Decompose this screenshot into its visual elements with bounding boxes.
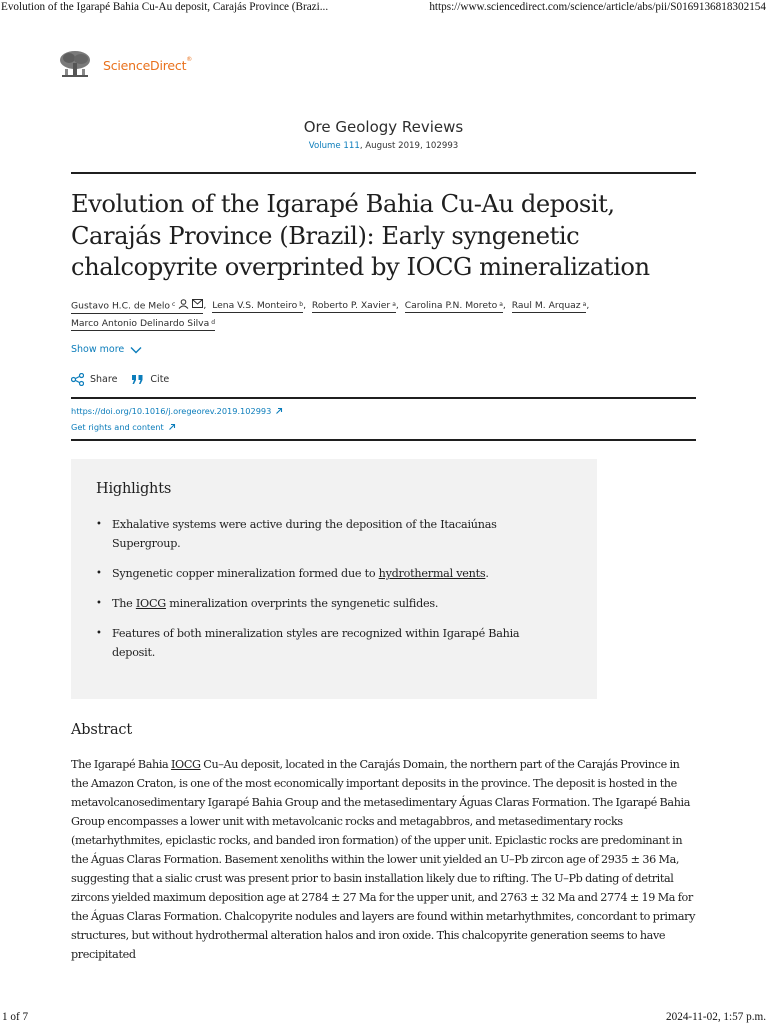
chevron-down-icon [130,346,142,354]
author-link[interactable] [71,317,215,331]
author-name: Marco Antonio Delinardo Silva [71,318,210,329]
brand-trademark: ® [186,55,193,63]
divider [71,439,696,441]
abstract-title: Abstract [71,722,132,738]
highlight-text: Features of both mineralization styles are recognized within Igarapé Bahia deposit. [112,627,520,659]
author-name: Roberto P. Xavier [311,300,391,311]
affiliation-marker: a [499,301,503,308]
affiliation-marker: d [211,319,216,326]
highlight-item [96,515,536,553]
highlight-text: Exhalative systems were active during the deposition of the Itacaiúnas Supergroup. [112,518,497,550]
article-links [71,403,283,435]
affiliation-marker: a [392,301,396,308]
highlight-text: mineralization overprints the syngenetic sulfides. [165,597,439,610]
highlight-text: The [112,597,136,610]
author-link[interactable] [405,299,503,313]
elsevier-tree-logo-icon [57,49,93,81]
external-link-icon [168,423,176,431]
print-timestamp: 2024-11-02, 1:57 p.m. [666,1011,766,1023]
external-link-icon [275,407,283,415]
highlight-item [96,594,536,613]
rights-text: Get rights and content [71,422,164,432]
affiliation-marker: a [582,301,587,308]
iocg-link[interactable]: IOCG [135,597,166,610]
author-list: Gustavo H.C. de Melo $^c$ , Lena V.S. Monteiro $^b$, Roberto P. Xavier $^a$, Carolina P.N. Moreto $^a$, Raul M. Arquaz $^a$, Marco Antonio Delinardo Silva $^d$ [71,300,590,329]
abstract-text [71,755,698,964]
author-link[interactable] [312,299,396,313]
highlight-text: . [485,567,489,580]
print-footer [0,1011,768,1024]
cite-button[interactable] [131,374,169,385]
article-title: Evolution of the Igarapé Bahia Cu-Au deposit, Carajás Province (Brazil): Early syngenetic chalcopyrite overprinted by IOCG mineralization [71,190,650,281]
quote-icon [131,374,144,385]
rights-link[interactable] [71,419,283,435]
author-name: Gustavo H.C. de Melo [71,300,171,311]
print-header [0,0,768,14]
divider [71,172,696,174]
abstract-text-start: The Igarapé Bahia [71,758,172,771]
volume-link[interactable]: Volume 111 [308,141,360,151]
email-icon [192,299,203,312]
show-more-label: Show more [71,344,125,355]
cite-label: Cite [150,374,170,385]
journal-header [71,117,696,153]
highlights-box [71,459,597,699]
person-icon [178,299,189,313]
hydrothermal-vents-link[interactable]: hydrothermal vents [378,567,486,580]
article-actions [71,373,183,386]
brand-text: ScienceDirect [103,57,187,73]
highlight-text: Syngenetic copper mineralization formed due to [112,567,379,580]
print-header-title: Evolution of the Igarapé Bahia Cu-Au deposit, Carajás Province (Brazi... [1,1,329,13]
author-name: Lena V.S. Monteiro [212,300,298,311]
abstract-text-body: Cu–Au deposit, located in the Carajás Domain, the northern part of the Carajás Province in the Amazon Craton, is one of the most economically important deposits in the province. The deposit is hosted in the metavolcanosedimentary Igarapé Bahia Group and the metasedimentary Águas Claras Formation. The Igarapé Bahia Group encompasses a lower unit with metavolcanic rocks and metagabbros, and metasedimentary rocks (metarhythmites, epiclastic rocks, and banded iron formation) of the upper unit. Epiclastic rocks are predominant in the Águas Claras Formation. Basement xenoliths within the lower unit yielded an U–Pb zircon age of 2935 ± 36 Ma, suggesting that a sialic crust was present prior to basin installation likely due to rifting. The U–Pb dating of detrital zircons yielded maximum deposition age at 2784 ± 27 Ma for the upper unit, and 2763 ± 32 Ma and 2774 ± 19 Ma for the Águas Claras Formation. Chalcopyrite nodules and layers are found within metarhythmites, concordant to primary structures, but without hydrothermal alteration halos and iron oxide. This chalcopyrite generation seems to have precipitated [71,758,696,961]
author-link[interactable] [71,299,203,314]
highlight-item [96,624,536,662]
divider [71,397,696,399]
share-label: Share [90,374,118,385]
doi-text: https://doi.org/10.1016/j.oregeorev.2019.102993 [71,406,272,416]
page-number: 1 of 7 [2,1011,29,1023]
author-name: Raul M. Arquaz [511,300,581,311]
journal-title[interactable]: Ore Geology Reviews [303,118,464,136]
iocg-link[interactable]: IOCG [171,758,201,771]
affiliation-marker: b [299,301,304,308]
share-icon [71,373,84,386]
issue-date: , August 2019, 102993 [359,141,459,151]
highlights-title: Highlights [96,481,172,497]
share-button[interactable] [71,373,117,386]
show-more-button[interactable] [71,344,142,355]
author-name: Carolina P.N. Moreto [404,300,498,311]
journal-meta [71,139,696,153]
highlight-item [96,564,536,583]
doi-link[interactable] [71,403,283,419]
highlights-list [96,515,536,673]
sciencedirect-logo[interactable] [57,48,192,82]
brand-name [103,55,193,73]
print-header-url: https://www.sciencedirect.com/science/article/abs/pii/S0169136818302154 [429,1,766,13]
author-link[interactable] [212,299,303,313]
affiliation-marker: c [172,300,176,308]
author-link[interactable] [512,299,587,313]
